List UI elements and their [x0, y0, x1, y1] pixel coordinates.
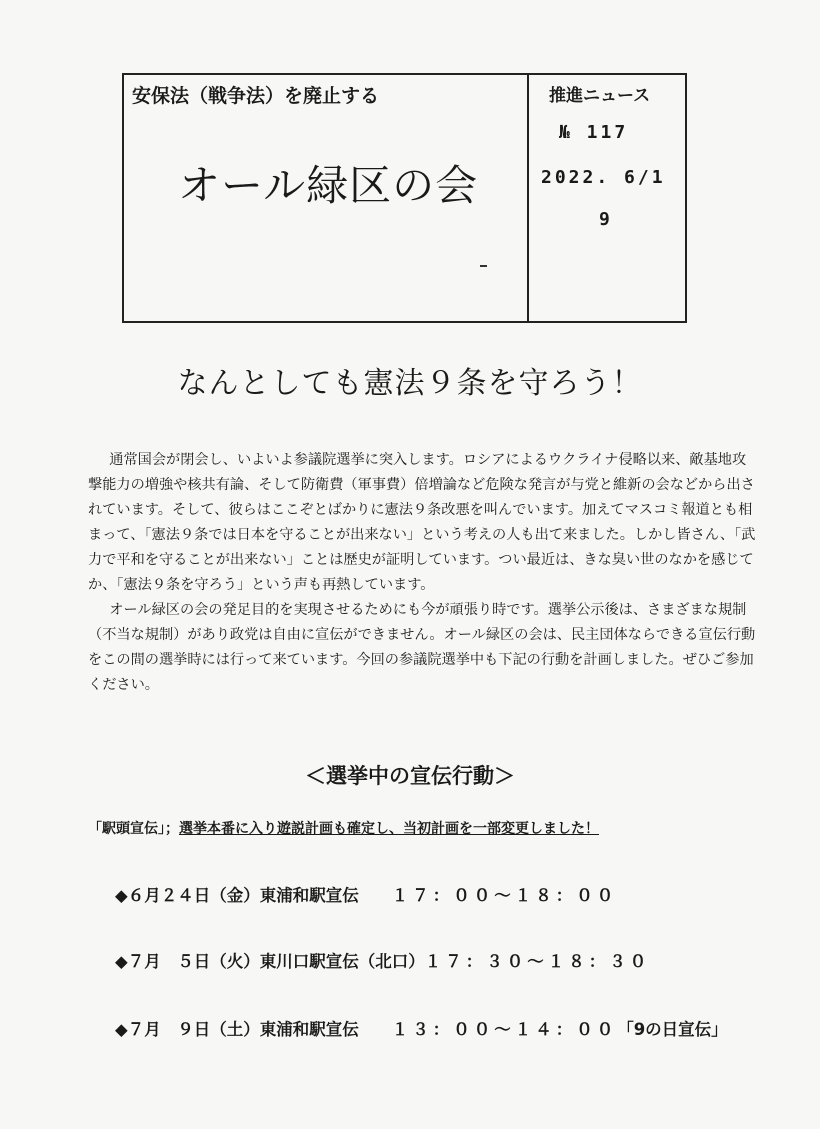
- schedule-date: ◆７月 ９日（土）東浦和駅宣伝: [115, 1020, 392, 1039]
- news-label: 推進ニュース: [549, 86, 651, 106]
- schedule-extra: 「9の日宣伝」: [617, 1020, 728, 1039]
- header-subtitle: 安保法（戦争法）を廃止する: [132, 85, 380, 107]
- schedule-time: １７：００～１８：００: [391, 886, 618, 905]
- station-label: 「駅頭宣伝」；: [88, 821, 179, 837]
- issue-date-continued: 9: [599, 209, 610, 230]
- issue-date: 2022. 6/1: [541, 167, 666, 188]
- news-info-column: [529, 75, 685, 321]
- schedule-time: １７：３０～１８：３０: [424, 952, 651, 971]
- section-title: ＜選挙中の宣伝行動＞: [305, 764, 515, 788]
- slogan-heading: なんとしても憲法９条を守ろう！: [177, 366, 643, 401]
- station-campaign-line: [88, 818, 599, 838]
- header-dash-mark: [480, 265, 487, 267]
- schedule-date: ◆７月 ５日（火）東川口駅宣伝（北口）: [115, 952, 425, 971]
- schedule-item: [115, 948, 650, 972]
- header-box: [122, 73, 687, 323]
- schedule-item: [115, 882, 617, 906]
- schedule-item: [115, 1016, 728, 1040]
- organization-title: オール緑区の会: [178, 161, 479, 210]
- schedule-time: １３：００～１４：００: [391, 1020, 618, 1039]
- station-note: 選挙本番に入り遊説計画も確定し、当初計画を一部変更しました！: [179, 821, 599, 837]
- body-text: [88, 448, 758, 698]
- paragraph-2: オール緑区の会の発足目的を実現させるためにも今が頑張り時です。選挙公示後は、さまざまな規制（不当な規制）があり政党は自由に宣伝ができません。オール緑区の会は、民主団体ならできる宣伝行動をこの間の選挙時には行って来ています。今回の参議院選挙中も下記の行動を計画しました。ぜひご参加ください。: [88, 602, 756, 693]
- issue-number: № 117: [559, 122, 629, 143]
- schedule-date: ◆６月２４日（金）東浦和駅宣伝: [115, 886, 392, 905]
- paragraph-1: 通常国会が閉会し、いよいよ参議院選挙に突入します。ロシアによるウクライナ侵略以来、敵基地攻撃能力の増強や核共有論、そして防衛費（軍事費）倍増論など危険な発言が与党と維新の会などから出されています。そして、彼らはここぞとばかりに憲法９条改悪を叫んでいます。加えてマスコミ報道とも相まって、「憲法９条では日本を守ることが出来ない」という考えの人も出て来ました。しかし皆さん、「武力で平和を守ることが出来ない」ことは歴史が証明しています。つい最近は、きな臭い世のなかを感じてか、「憲法９条を守ろう」という声も再熱しています。: [88, 452, 756, 593]
